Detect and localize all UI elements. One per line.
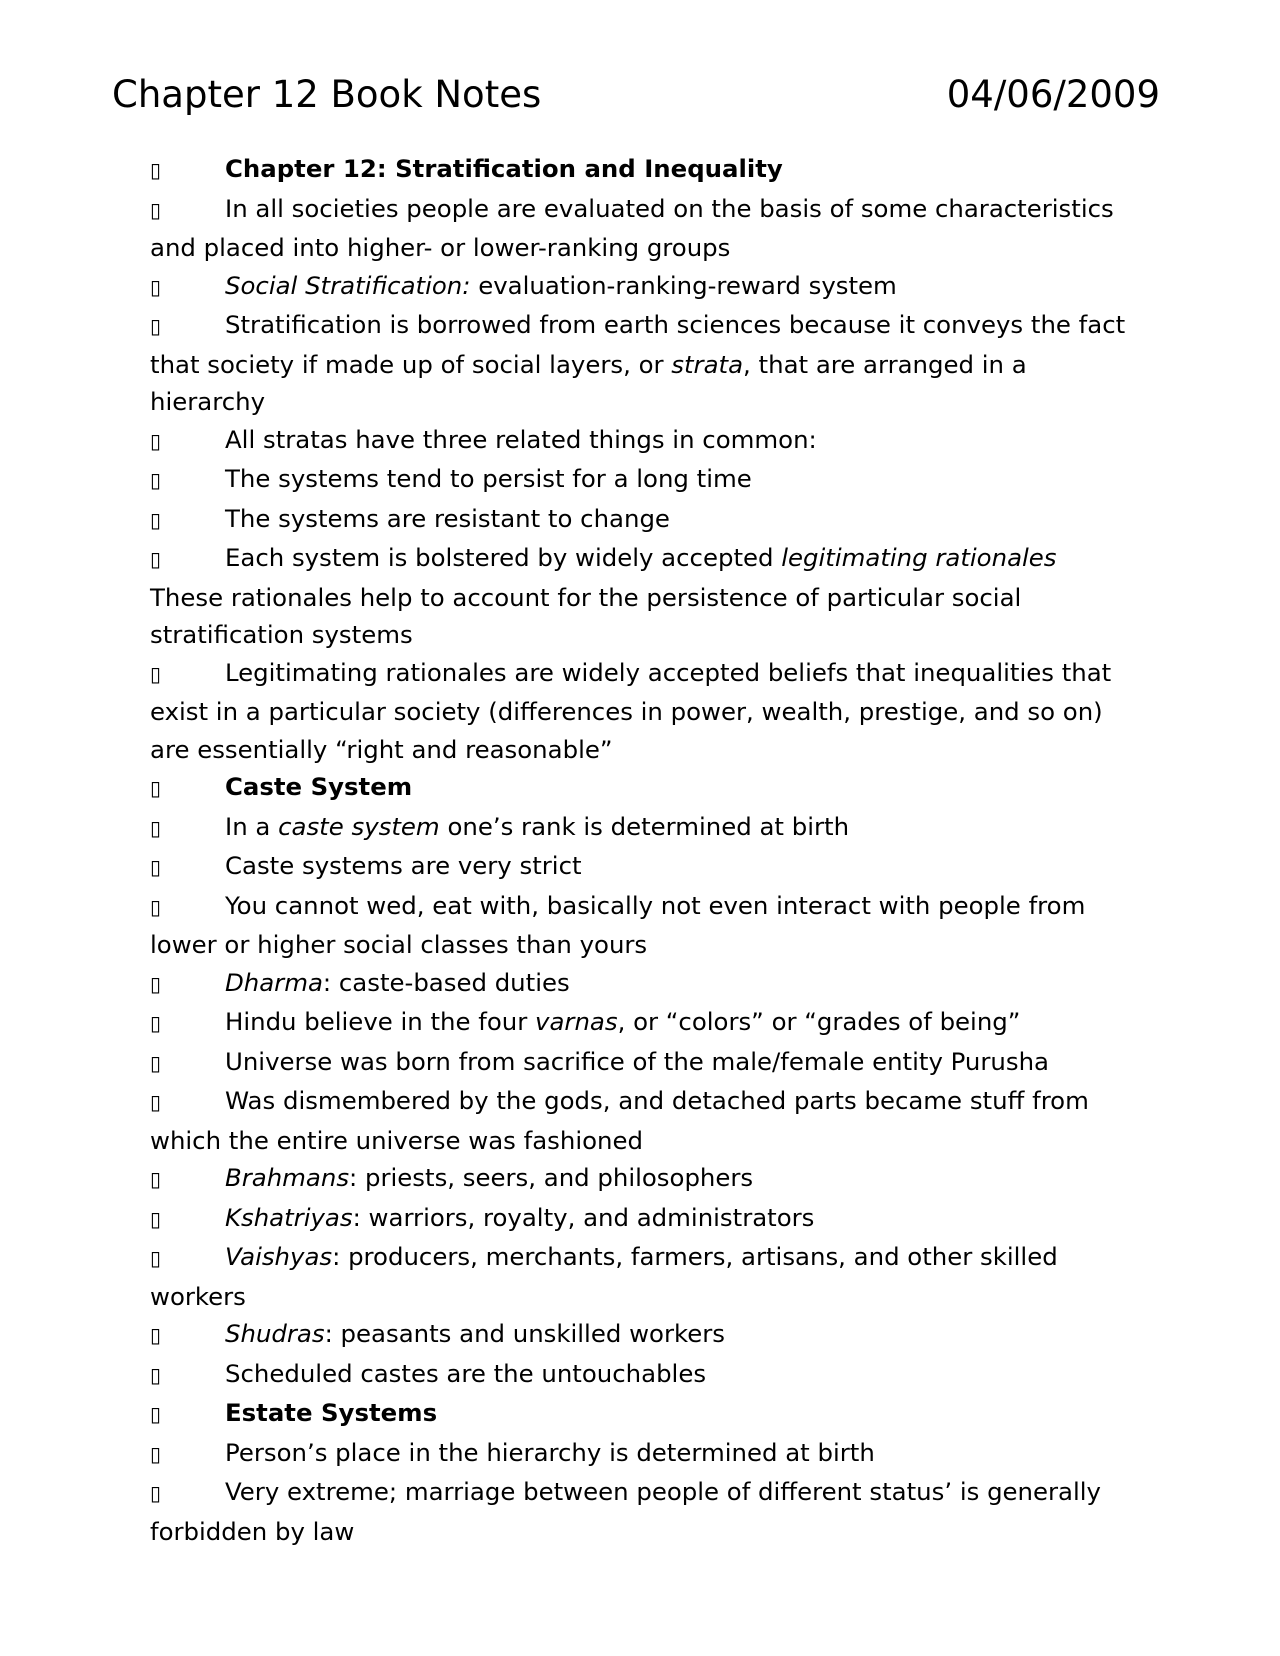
note-text: The systems are resistant to change (225, 503, 670, 533)
note-text: Kshatriyas (225, 1202, 353, 1232)
bullet-icon: ▯ (150, 1206, 162, 1231)
note-text: Stratification is borrowed from earth sciences because it conveys the fact that society if made up of social layers, or (150, 310, 1126, 379)
note-text: Person’s place in the hierarchy is determined at birth (225, 1437, 875, 1467)
bullet-icon: ▯ (150, 1362, 162, 1387)
bullet-icon: ▯ (150, 1402, 162, 1426)
bullet-icon: ▯ (150, 815, 162, 840)
bullet-icon: ▯ (150, 894, 162, 919)
note-text: strata (671, 349, 744, 379)
bullet-icon: ▯ (150, 428, 162, 453)
note-text: You cannot wed, eat with, basically not even interact with people from lower or higher social classes than yours (150, 890, 1086, 959)
note-text: Caste systems are very strict (225, 851, 582, 880)
note-item (150, 1394, 1130, 1434)
bullet-icon: ▯ (150, 547, 162, 571)
note-text: Scheduled castes are the untouchables (225, 1358, 707, 1388)
note-text: : caste-based duties (322, 967, 570, 997)
note-item (150, 768, 1130, 808)
note-item (150, 887, 1130, 964)
note-text: : warriors, royalty, and administrators (352, 1202, 815, 1232)
section-heading-text: Caste System (225, 772, 413, 801)
bullet-icon: ▯ (150, 158, 162, 182)
bullet-icon: ▯ (150, 1481, 162, 1505)
note-text: : peasants and unskilled workers (324, 1319, 725, 1348)
note-text: varnas (535, 1007, 618, 1036)
note-item (150, 421, 1130, 461)
bullet-icon: ▯ (150, 197, 162, 222)
notes-list (150, 150, 1130, 1550)
note-text: In a (225, 811, 279, 841)
note-text: These rationales help to account for the persistence of particular social stratification systems (150, 582, 1022, 649)
bullet-icon: ▯ (150, 1323, 162, 1347)
note-text: Very extreme; marriage between people of different status’ is generally forbidden by law (150, 1477, 1101, 1546)
section-heading-text: Chapter 12: Stratification and Inequality (225, 154, 783, 183)
note-item (150, 1355, 1130, 1395)
note-text: : producers, merchants, farmers, artisans, and other skilled workers (150, 1242, 1058, 1311)
note-item (150, 539, 1130, 654)
note-text: Hindu believe in the four (225, 1007, 536, 1036)
note-item (150, 1199, 1130, 1239)
note-text: Universe was born from sacrifice of the male/female entity Purusha (225, 1046, 1049, 1076)
note-item (150, 190, 1130, 267)
bullet-icon: ▯ (150, 971, 162, 996)
bullet-icon: ▯ (150, 314, 162, 338)
note-text: Legitimating rationales are widely accepted beliefs that inequalities that exist in a particular society (differences in power, wealth, prestige, and so on) are essentially “right and reasonable” (150, 657, 1112, 764)
note-text: : priests, seers, and philosophers (349, 1163, 754, 1192)
bullet-icon: ▯ (150, 661, 162, 686)
note-text: The systems tend to persist for a long time (225, 464, 752, 493)
bullet-icon: ▯ (150, 1167, 162, 1191)
bullet-icon: ▯ (150, 1011, 162, 1035)
note-text: Dharma (225, 967, 323, 997)
note-text: In all societies people are evaluated on the basis of some characteristics and placed into higher- or lower-ranking groups (150, 193, 1114, 262)
note-item (150, 306, 1130, 421)
note-text: , or “colors” or “grades of being” (617, 1007, 1021, 1036)
note-item (150, 1082, 1130, 1159)
note-text: All stratas have three related things in common: (225, 424, 817, 454)
note-text: Each system is bolstered by widely accepted (225, 543, 782, 572)
page-header (112, 70, 1160, 120)
note-text: Social Stratification: (225, 270, 471, 300)
note-item (150, 1159, 1130, 1199)
bullet-icon: ▯ (150, 507, 162, 532)
bullet-icon: ▯ (150, 855, 162, 879)
document-title: Chapter 12 Book Notes (112, 73, 542, 116)
note-text: Shudras (225, 1319, 325, 1348)
note-text: caste system (278, 811, 440, 841)
bullet-icon: ▯ (150, 1246, 162, 1270)
bullet-icon: ▯ (150, 274, 162, 299)
bullet-icon: ▯ (150, 468, 162, 492)
document-date: 04/06/2009 (946, 73, 1160, 116)
note-item (150, 500, 1130, 540)
note-item (150, 1003, 1130, 1043)
note-item (150, 1315, 1130, 1355)
note-text: legitimating rationales (781, 543, 1057, 572)
note-item (150, 460, 1130, 500)
note-item (150, 1434, 1130, 1474)
note-item (150, 654, 1130, 769)
note-text: Was dismembered by the gods, and detached parts became stuff from which the entire universe was fashioned (150, 1086, 1089, 1155)
note-item (150, 1238, 1130, 1315)
note-item (150, 964, 1130, 1004)
note-item (150, 808, 1130, 848)
note-text: , that are arranged in a hierarchy (150, 349, 1027, 416)
note-item (150, 1473, 1130, 1550)
note-text: one’s rank is determined at birth (439, 811, 850, 841)
bullet-icon: ▯ (150, 1090, 162, 1114)
note-text: Vaishyas (225, 1242, 333, 1271)
note-text: Brahmans (225, 1163, 350, 1192)
note-item (150, 267, 1130, 307)
bullet-icon: ▯ (150, 1050, 162, 1075)
note-item (150, 847, 1130, 887)
section-heading-text: Estate Systems (225, 1398, 438, 1427)
note-item (150, 1043, 1130, 1083)
note-text: evaluation-ranking-reward system (470, 270, 897, 300)
bullet-icon: ▯ (150, 776, 162, 800)
note-item (150, 150, 1130, 190)
bullet-icon: ▯ (150, 1441, 162, 1466)
